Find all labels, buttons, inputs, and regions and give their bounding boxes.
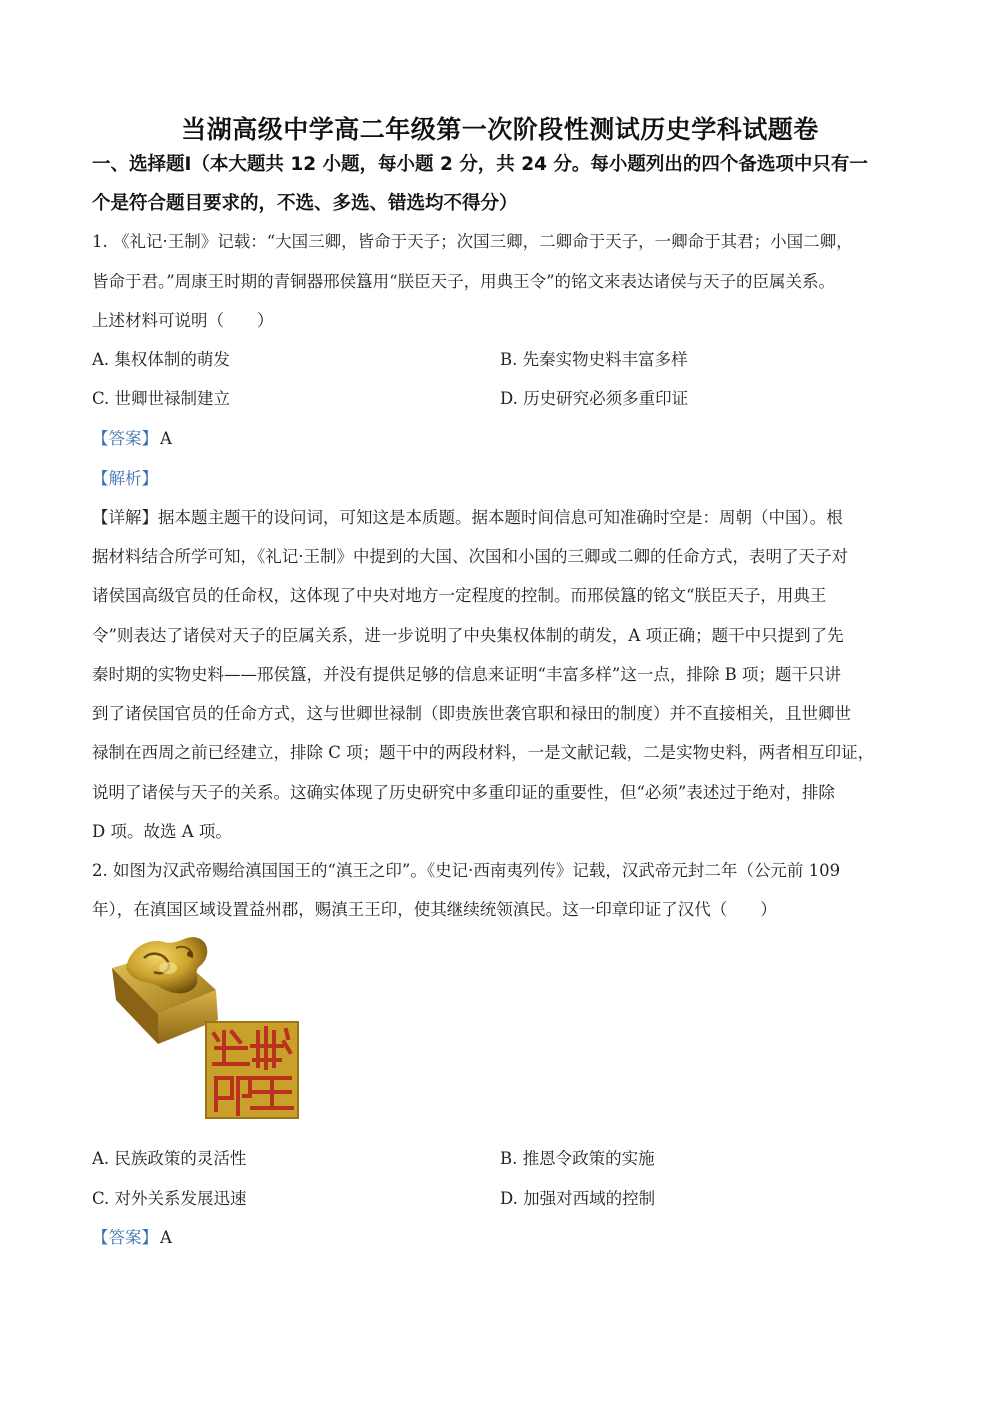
q1-detail-line-8: 说明了诸侯与天子的关系。这确实体现了历史研究中多重印证的重要性，但“必须”表述过于绝对，排除 xyxy=(92,783,835,802)
q2-option-a: A. 民族政策的灵活性 xyxy=(92,1149,247,1168)
q1-stem-line-3: 上述材料可说明（ ） xyxy=(92,311,274,330)
q1-detail-line-1: 【详解】据本题主题干的设问词，可知这是本质题。据本题时间信息可知准确时空是：周朝（中国）。根 xyxy=(92,508,843,527)
q1-detail-line-4: 令”则表达了诸侯对天子的臣属关系，进一步说明了中央集权体制的萌发，A 项正确；题干中只提到了先 xyxy=(92,626,844,645)
q1-detail-line-2: 据材料结合所学可知，《礼记·王制》中提到的大国、次国和小国的三卿或二卿的任命方式，表明了天子对 xyxy=(92,547,848,566)
q1-stem-line-2: 皆命于君。”周康王时期的青铜器邢侯簋用“朕臣天子，用典王令”的铭文来表达诸侯与天子的臣属关系。 xyxy=(92,272,836,291)
q1-answer-value: A xyxy=(160,429,172,448)
q2-answer xyxy=(92,1226,172,1250)
q2-stem-line-2: 年），在滇国区域设置益州郡，赐滇王王印，使其继续统领滇民。这一印章印证了汉代（ ） xyxy=(92,900,777,919)
q1-option-a: A. 集权体制的萌发 xyxy=(92,350,230,369)
q1-option-c: C. 世卿世禄制建立 xyxy=(92,389,231,408)
q1-option-b: B. 先秦实物史料丰富多样 xyxy=(500,350,688,369)
q1-detail-line-6: 到了诸侯国官员的任命方式，这与世卿世禄制（即贵族世袭官职和禄田的制度）并不直接相关，且世卿世 xyxy=(92,704,851,723)
q1-stem-line-1: 1. 《礼记·王制》记载：“大国三卿，皆命于天子；次国三卿，二卿命于天子，一卿命于其君；小国二卿， xyxy=(92,232,853,251)
q2-answer-label: 【答案】 xyxy=(92,1228,158,1247)
q2-stem-line-1: 2. 如图为汉武帝赐给滇国国王的“滇王之印”。《史记·西南夷列传》记载，汉武帝元封二年（公元前 109 xyxy=(92,861,841,880)
q2-answer-value: A xyxy=(160,1228,172,1247)
section-heading-line-1: 一、选择题Ⅰ（本大题共 12 小题，每小题 2 分，共 24 分。每小题列出的四个备选项中只有一 xyxy=(92,154,868,175)
q1-answer xyxy=(92,427,172,451)
gold-seal-body xyxy=(112,937,218,1044)
page-title: 当湖高级中学高二年级第一次阶段性测试历史学科试题卷 xyxy=(181,115,819,144)
q2-option-d: D. 加强对西域的控制 xyxy=(500,1189,656,1208)
q1-analysis-label: 【解析】 xyxy=(92,469,158,488)
q1-detail-line-5: 秦时期的实物史料——邢侯簋，并没有提供足够的信息来证明“丰富多样”这一点，排除 B 项；题干只讲 xyxy=(92,665,841,684)
q2-option-c: C. 对外关系发展迅速 xyxy=(92,1189,247,1208)
q1-analysis xyxy=(92,467,158,491)
q1-detail-line-7: 禄制在西周之前已经建立，排除 C 项；题干中的两段材料，一是文献记载，二是实物史料，两者相互印证， xyxy=(92,743,875,762)
section-heading-line-2: 个是符合题目要求的，不选、多选、错选均不得分） xyxy=(92,193,518,214)
seal-impression xyxy=(206,1022,298,1118)
dian-king-seal-image xyxy=(106,928,302,1120)
q2-option-b: B. 推恩令政策的实施 xyxy=(500,1149,655,1168)
q1-detail-line-3: 诸侯国高级官员的任命权，这体现了中央对地方一定程度的控制。而邢侯簋的铭文“朕臣天子，用典王 xyxy=(92,586,827,605)
q1-detail-line-9: D 项。故选 A 项。 xyxy=(92,822,232,841)
q1-option-d: D. 历史研究必须多重印证 xyxy=(500,389,689,408)
q1-answer-label: 【答案】 xyxy=(92,429,158,448)
